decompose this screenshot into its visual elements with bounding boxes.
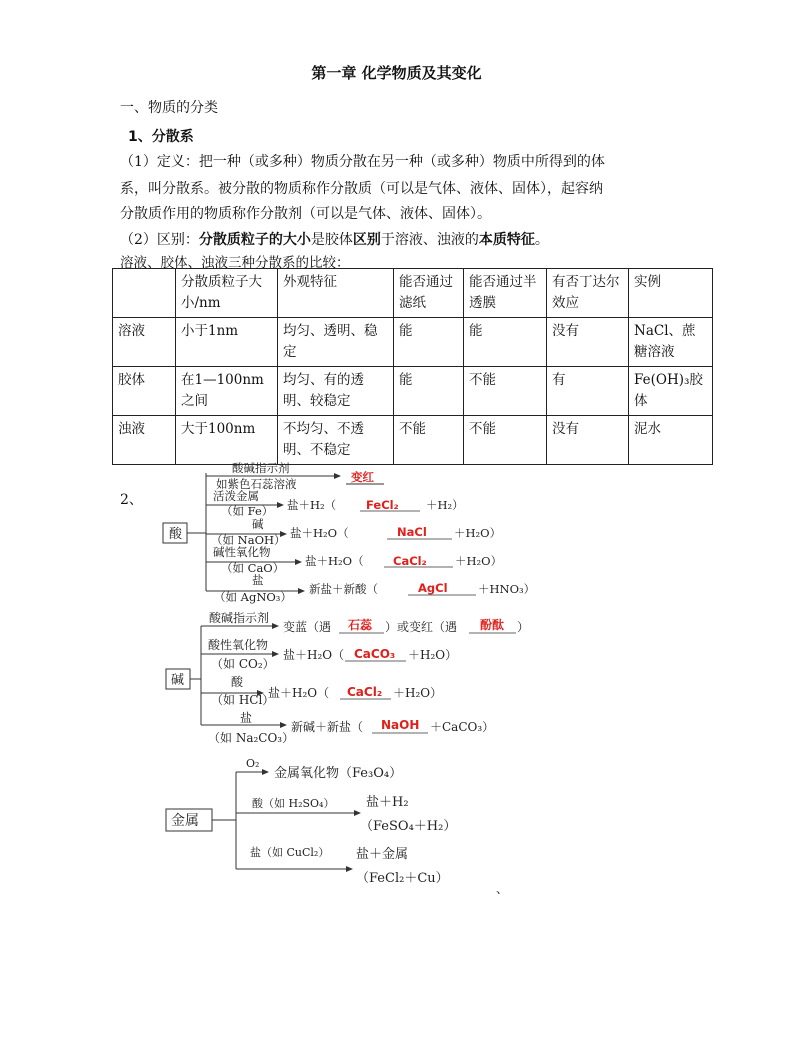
acid-diagram [163, 461, 535, 604]
table-cell: 不能 [464, 416, 547, 465]
answer-text: 变红 [351, 470, 374, 484]
reaction-text: ＋CaCO₃） [430, 720, 495, 734]
reaction-text: ＋H₂O） [393, 686, 443, 700]
table-cell: 均匀、透明、稳定 [278, 318, 394, 367]
table-cell: 在1—100nm之间 [176, 367, 278, 416]
acid-label: 酸 [169, 527, 183, 542]
answer-text: 酚酞 [480, 618, 505, 632]
branch-label: （如 CaO） [221, 561, 285, 575]
table-cell: 不能 [464, 367, 547, 416]
metal-diagram [166, 757, 456, 886]
bold-text: 区别 [352, 232, 381, 248]
table-cell: 小于1nm [176, 318, 278, 367]
reaction-text: 盐＋H₂O（ [290, 526, 349, 540]
table-cell: 胶体 [113, 367, 176, 416]
table-cell: 不均匀、不透明、不稳定 [278, 416, 394, 465]
bold-text: 本质特征 [478, 232, 535, 248]
table-cell: 能 [394, 318, 464, 367]
branch-label: 碱性氧化物 [213, 545, 271, 559]
branch-label: 碱 [252, 517, 264, 531]
answer-text: 石蕊 [348, 618, 373, 632]
branch-label: O₂ [246, 757, 260, 770]
stray-mark: 、 [496, 882, 509, 896]
branch-label: 酸碱指示剂 [232, 461, 290, 475]
answer-text: AgCl [418, 581, 448, 595]
definition-line: 系，叫分散系。被分散的物质称作分散质（可以是气体、液体、固体），起容纳 [120, 181, 603, 197]
table-cell: 没有 [547, 416, 629, 465]
answer-text: CaCO₃ [354, 647, 396, 661]
branch-label: 盐 [240, 711, 253, 725]
table-cell: 能 [394, 367, 464, 416]
text-span: 于溶液、浊液的 [380, 232, 479, 248]
table-cell: 能 [464, 318, 547, 367]
reaction-text: 盐＋H₂O（ [305, 554, 364, 568]
table-cell: 不能 [394, 416, 464, 465]
reaction-text: 变蓝（遇 [283, 620, 332, 634]
branch-label: 酸 [231, 675, 244, 689]
answer-text: CaCl₂ [393, 554, 427, 568]
header-cell: 分散质粒子大小/nm [176, 269, 278, 318]
reaction-text: ＋H₂O） [408, 648, 458, 662]
table-cell: 泥水 [629, 416, 713, 465]
reaction-text: 新碱＋新盐（ [291, 720, 364, 734]
definition-line: 分散质作用的物质称作分散剂（可以是气体、液体、固体）。 [120, 206, 491, 222]
reaction-text: （FeCl₂＋Cu） [356, 871, 449, 886]
reaction-text: ＋HNO₃） [478, 582, 536, 596]
answer-text: NaOH [381, 718, 420, 732]
reaction-text: 盐＋H₂O（ [283, 648, 345, 662]
definition-line: （1）定义：把一种（或多种）物质分散在另一种（或多种）物质中所得到的体 [120, 154, 605, 170]
section-heading: 一、物质的分类 [120, 100, 218, 116]
reaction-text: 盐＋H₂ [366, 795, 409, 810]
header-cell [113, 269, 176, 318]
branch-label: 如紫色石蕊溶液 [216, 477, 297, 491]
table-row [113, 318, 713, 367]
comparison-table [112, 268, 713, 465]
reaction-text: ） [517, 620, 530, 634]
reaction-text: 金属氧化物（Fe₃O₄） [274, 766, 403, 781]
branch-label: 盐（如 CuCl₂） [250, 846, 330, 859]
header-cell: 有否丁达尔效应 [547, 269, 629, 318]
header-cell: 能否通过滤纸 [394, 269, 464, 318]
table-cell: 有 [547, 367, 629, 416]
reaction-text: 盐＋H₂（ [287, 498, 337, 512]
header-cell: 外观特征 [278, 269, 394, 318]
reaction-text: 新盐＋新酸（ [309, 582, 378, 596]
bold-text: 分散质粒子的大小 [198, 232, 311, 248]
branch-label: （如 Fe） [221, 504, 274, 518]
table-cell: NaCl、蔗糖溶液 [629, 318, 713, 367]
text-span: 。 [534, 232, 549, 248]
header-cell: 能否通过半透膜 [464, 269, 547, 318]
branch-label: （如 Na₂CO₃） [208, 731, 295, 745]
reaction-text: 盐＋金属 [356, 847, 409, 862]
table-cell: Fe(OH)₃胶体 [629, 367, 713, 416]
answer-text: FeCl₂ [366, 498, 399, 512]
base-diagram [166, 610, 529, 745]
branch-label: 盐 [252, 573, 264, 587]
base-label: 碱 [171, 673, 185, 688]
table-header-row [113, 269, 713, 318]
branch-label: （如 HCl） [211, 693, 275, 707]
branch-label: 酸碱指示剂 [209, 611, 270, 625]
text-span: （2）区别： [120, 232, 199, 248]
branch-label: （如 CO₂） [211, 657, 275, 671]
answer-text: CaCl₂ [347, 685, 383, 699]
table-caption: 溶液、胶体、浊液三种分散系的比较： [120, 255, 350, 271]
table-cell: 均匀、有的透明、较稳定 [278, 367, 394, 416]
table-cell: 大于100nm [176, 416, 278, 465]
answer-text: NaCl [397, 525, 427, 539]
branch-label: 活泼金属 [213, 489, 259, 503]
branch-label: 酸性氧化物 [208, 638, 269, 652]
table-cell: 溶液 [113, 318, 176, 367]
text-span: 是胶体 [310, 232, 353, 248]
reaction-text: 盐＋H₂O（ [268, 686, 330, 700]
table-cell: 没有 [547, 318, 629, 367]
section-2-label: 2、 [120, 492, 143, 508]
branch-label: 酸（如 H₂SO₄） [252, 797, 335, 810]
header-cell: 实例 [629, 269, 713, 318]
branch-label: （如 NaOH） [211, 533, 286, 547]
reaction-text: ＋H₂O） [454, 526, 502, 540]
page-title: 第一章 化学物质及其变化 [311, 64, 482, 82]
table-row [113, 367, 713, 416]
distinction-line [120, 229, 549, 249]
reaction-text: （FeSO₄＋H₂） [360, 819, 457, 834]
reaction-text: ＋H₂O） [455, 554, 503, 568]
branch-label: （如 AgNO₃） [214, 590, 292, 604]
reaction-text: ＋H₂） [426, 498, 464, 512]
metal-label: 金属 [171, 813, 199, 829]
reaction-diagrams [0, 455, 793, 915]
subsection-heading: 1、分散系 [128, 129, 194, 145]
reaction-text: ）或变红（遇 [385, 620, 458, 634]
table-cell: 浊液 [113, 416, 176, 465]
